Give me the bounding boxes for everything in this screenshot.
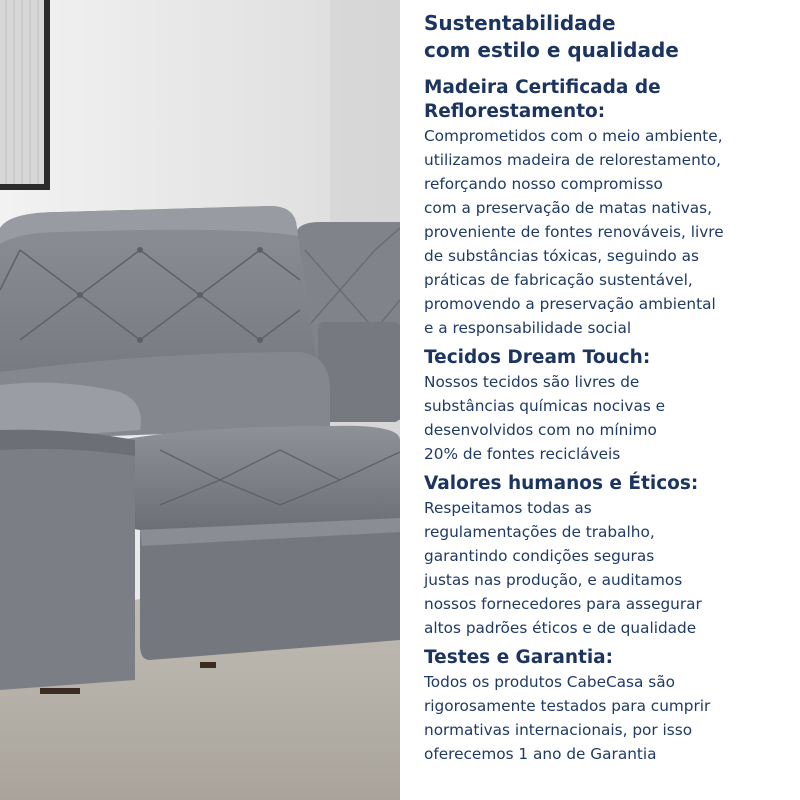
section-fabric (424, 346, 782, 466)
section-ethics (424, 472, 782, 640)
sofa-foot (40, 688, 80, 694)
section-title: Testes e Garantia: (424, 647, 614, 668)
info-panel (400, 0, 800, 800)
section-title: Valores humanos e Éticos: (424, 473, 699, 494)
sofa-armrest-side (0, 430, 135, 690)
sofa-module-seat (318, 322, 400, 422)
section-wood (424, 76, 782, 340)
sofa-foot (200, 662, 216, 668)
section-warranty (424, 646, 782, 766)
headline: Sustentabilidade com estilo e qualidade (424, 11, 679, 62)
section-title: Tecidos Dream Touch: (424, 347, 651, 368)
sofa-seat (120, 426, 400, 530)
section-body: Nossos tecidos são livres de substâncias químicas nocivas e desenvolvidos com no mínimo 20% de fontes recicláveis (424, 373, 666, 463)
section-body: Respeitamos todas as regulamentações de trabalho, garantindo condições seguras justas nas produção, e auditamos nossos fornecedores para assegurar altos padrões éticos e de qualidade (424, 499, 702, 637)
section-body: Comprometidos com o meio ambiente, utilizamos madeira de relorestamento, reforçando nosso compromisso com a preservação de matas nativas, proveniente de fontes renováveis, livre de substâncias tóxicas, seguindo as práticas de fabricação sustentável, promovendo a preservação ambiental e a responsabilidade social (424, 127, 724, 337)
section-title: Madeira Certificada de Reflorestamento: (424, 77, 661, 122)
section-body: Todos os produtos CabeCasa são rigorosamente testados para cumprir normativas internacionais, por isso oferecemos 1 ano de Garantia (424, 673, 711, 763)
